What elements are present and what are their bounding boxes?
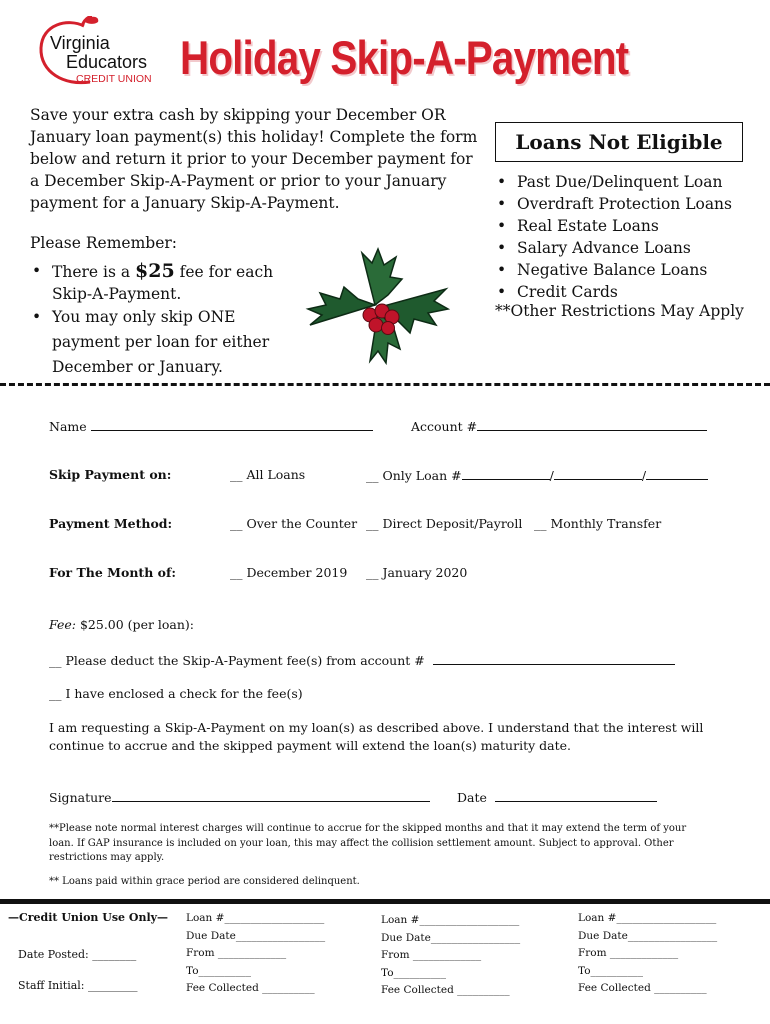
date-posted-field[interactable]: Date Posted: ________ [18, 948, 137, 961]
account-field[interactable] [477, 418, 707, 431]
fee-value: $25.00 (per loan): [76, 617, 195, 632]
section-divider [0, 899, 770, 904]
not-eligible-item: • Credit Cards [495, 281, 765, 303]
restrictions-note: **Other Restrictions May Apply [495, 302, 744, 320]
cu-fee-collected[interactable]: Fee Collected __________ [381, 984, 510, 996]
deduct-account-field[interactable] [433, 652, 675, 665]
loan-number-field-3[interactable] [646, 467, 708, 480]
slash-separator: / [549, 468, 554, 483]
not-eligible-item: • Past Due/Delinquent Loan [495, 171, 765, 193]
skip-all-option[interactable]: __ All Loans [230, 467, 306, 482]
account-label: Account # [411, 419, 478, 434]
cu-loan-column-2 [381, 912, 520, 1000]
fee-text-post: fee for each Skip-A-Payment. [52, 263, 274, 303]
deduct-row [49, 652, 675, 668]
cu-to[interactable]: To__________ [381, 966, 447, 979]
date-row [457, 789, 657, 805]
payment-method-label: Payment Method: [49, 516, 173, 531]
cu-due-date[interactable]: Due Date_________________ [578, 929, 718, 942]
signature-field[interactable] [112, 789, 430, 802]
method-direct-option[interactable]: __ Direct Deposit/Payroll [366, 516, 523, 531]
cu-loan-column-3 [578, 910, 717, 998]
cu-from[interactable]: From _____________ [186, 947, 287, 959]
remember-heading: Please Remember: [30, 234, 177, 252]
month-label: For The Month of: [49, 565, 176, 580]
loan-number-field-1[interactable] [462, 467, 550, 480]
remember-item-one-payment: • You may only skip ONE payment per loan for either December or January. [30, 305, 300, 380]
deduct-option[interactable]: __ Please deduct the Skip-A-Payment fee(s) from account # [49, 653, 425, 668]
date-label: Date [457, 790, 487, 805]
intro-paragraph: Save your extra cash by skipping your December OR January loan payment(s) this holiday! Complete the form below and return it prior to your December payment for a December Skip-A-Payment or prior to your January payment for a January Skip-A-Payment. [30, 106, 478, 212]
fee-row [49, 617, 194, 632]
not-eligible-list [495, 171, 765, 303]
cu-fee-collected[interactable]: Fee Collected __________ [578, 982, 707, 994]
request-statement: I am requesting a Skip-A-Payment on my loan(s) as described above. I understand that the interest will continue to accrue and the skipped payment will extend the loan(s) maturity date. [49, 720, 704, 753]
logo-line-2: Educators [66, 52, 148, 72]
fee-amount: $25 [135, 260, 175, 282]
not-eligible-item: • Overdraft Protection Loans [495, 193, 765, 215]
slash-separator: / [641, 468, 647, 483]
name-field[interactable] [91, 418, 373, 431]
cu-from[interactable]: From _____________ [578, 947, 679, 959]
cu-due-date[interactable]: Due Date_________________ [186, 929, 326, 942]
month-january-option[interactable]: __ January 2020 [366, 565, 468, 580]
skip-only-option[interactable]: __ Only Loan # [366, 468, 462, 483]
holly-icon [300, 245, 450, 365]
skip-label: Skip Payment on: [49, 467, 172, 482]
credit-union-use-heading: —Credit Union Use Only— [8, 911, 169, 924]
not-eligible-item: • Negative Balance Loans [495, 259, 765, 281]
fee-label: Fee: [49, 617, 76, 632]
month-december-option[interactable]: __ December 2019 [230, 565, 348, 580]
interest-note: **Please note normal interest charges will continue to accrue for the skipped months and that it may extend the term of your loan. If GAP insurance is included on your loan, this may affect the collision settlement amount. Subject to approval. Other restrictions may apply. [49, 823, 687, 863]
name-label: Name [49, 419, 87, 434]
cu-loan-number[interactable]: Loan #___________________ [381, 914, 520, 926]
cu-loan-number[interactable]: Loan #___________________ [578, 912, 717, 924]
skip-only-row [366, 467, 708, 483]
remember-list [30, 260, 300, 380]
date-field[interactable] [495, 789, 657, 802]
method-transfer-option[interactable]: __ Monthly Transfer [534, 516, 662, 531]
cut-line-divider [0, 383, 770, 386]
cu-due-date[interactable]: Due Date_________________ [381, 931, 521, 944]
cu-loan-column-1 [186, 910, 325, 998]
logo-line-3: CREDIT UNION [76, 73, 152, 85]
cu-loan-number[interactable]: Loan #___________________ [186, 912, 325, 924]
cu-from[interactable]: From _____________ [381, 949, 482, 961]
fee-text-pre: There is a [52, 263, 136, 281]
signature-label: Signature [49, 790, 112, 805]
account-row [411, 418, 707, 434]
not-eligible-item: • Real Estate Loans [495, 215, 765, 237]
page-title: Holiday Skip-A-Payment [180, 31, 629, 84]
remember-item-fee [30, 260, 300, 305]
loan-number-field-2[interactable] [554, 467, 642, 480]
method-counter-option[interactable]: __ Over the Counter [230, 516, 358, 531]
credit-union-logo [38, 16, 156, 90]
not-eligible-heading: Loans Not Eligible [495, 122, 743, 162]
name-row [49, 418, 373, 434]
logo-line-1: Virginia [50, 33, 110, 53]
cu-to[interactable]: To__________ [578, 964, 644, 977]
grace-period-note: ** Loans paid within grace period are considered delinquent. [49, 876, 360, 887]
not-eligible-item: • Salary Advance Loans [495, 237, 765, 259]
cu-fee-collected[interactable]: Fee Collected __________ [186, 982, 315, 994]
signature-row [49, 789, 430, 805]
check-option[interactable]: __ I have enclosed a check for the fee(s) [49, 686, 303, 701]
staff-initial-field[interactable]: Staff Initial: _________ [18, 979, 138, 992]
cu-to[interactable]: To__________ [186, 964, 252, 977]
